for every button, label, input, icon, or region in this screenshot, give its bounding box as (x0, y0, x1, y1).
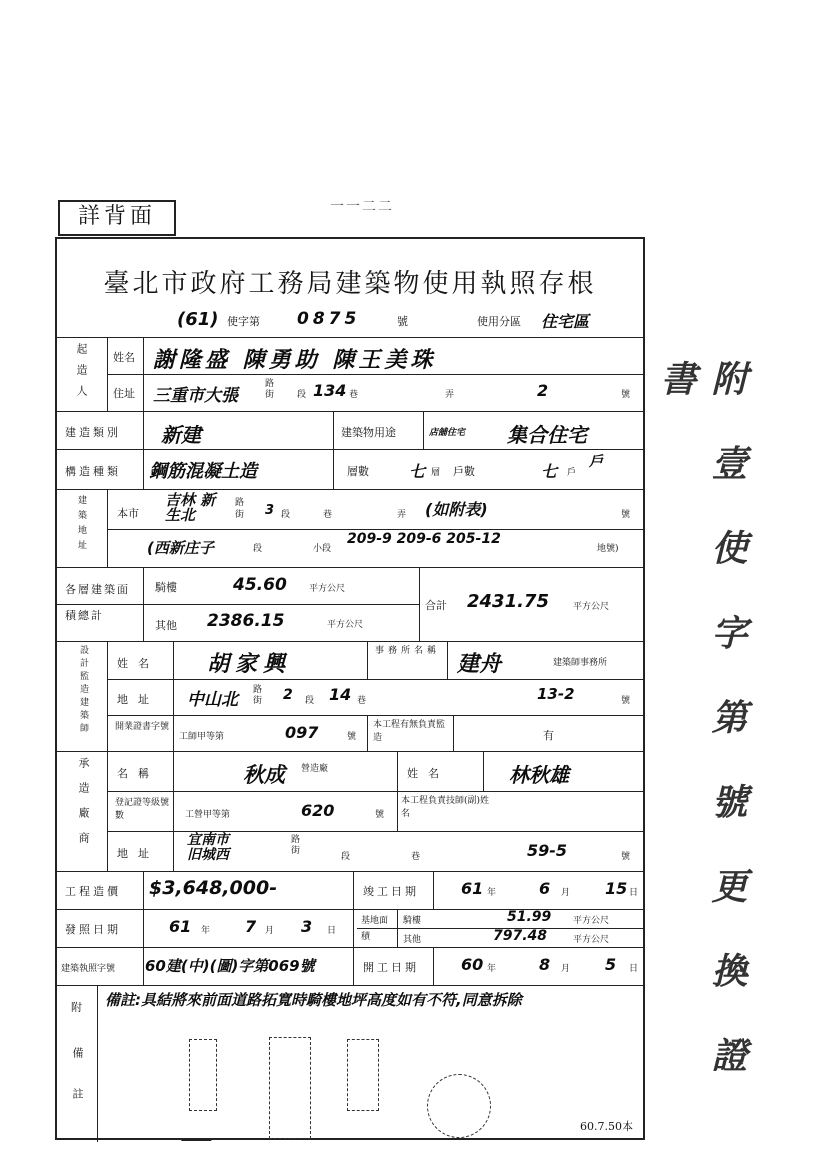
supervise-value: 有 (543, 729, 554, 742)
builder-addr-alley: 弄 (445, 390, 455, 400)
side-text: 附 壹 使 字 第 號 更 換 證 書 (655, 360, 747, 1091)
site-lot-unit: 地號) (597, 544, 619, 554)
architect-addr-lane: 巷 (357, 696, 367, 706)
site-lot-sec: 段 (253, 544, 263, 554)
permit-number: 0875 (297, 309, 361, 329)
site-note: (如附表) (425, 500, 488, 519)
total-value: 2431.75 (467, 591, 549, 612)
units-unit: 戶 (589, 454, 603, 470)
top-mark: 一一二二 (330, 199, 394, 215)
done-day-unit: 日 (629, 888, 639, 898)
base-other-label: 其他 (403, 935, 422, 945)
architect-addr-hao: 號 (621, 696, 631, 706)
architect-addr-sec-no: 2 (283, 687, 293, 703)
total-unit: 平方公尺 (573, 602, 610, 612)
issue-day-unit: 日 (327, 926, 337, 936)
base-other-value: 797.48 (493, 928, 548, 944)
contractor-addr-no: 59-5 (527, 841, 568, 860)
done-year-unit: 年 (487, 888, 497, 898)
permit-no-label: 建築執照字號 (61, 964, 116, 974)
done-month-unit: 月 (561, 888, 571, 898)
permit-suffix: 號 (397, 315, 408, 328)
total-label: 合計 (425, 599, 447, 612)
arcade-unit: 平方公尺 (309, 584, 346, 594)
units-extra: 戶 (567, 468, 577, 478)
license-label: 開業證書字號 (115, 722, 170, 732)
other-label: 其他 (155, 619, 177, 632)
start-year-unit: 年 (487, 964, 497, 974)
office-name: 建舟 (457, 652, 502, 677)
site-lane: 巷 (323, 510, 333, 520)
permit-prefix: 使字第 (227, 315, 260, 328)
base-arcade-unit: 平方公尺 (573, 916, 610, 926)
tech-label: 本工程負責技師(副)姓名 (401, 796, 490, 819)
issue-month-unit: 月 (265, 926, 275, 936)
site-sec: 段 (281, 510, 291, 520)
architect-addr: 中山北 (187, 690, 238, 710)
remark-label: 備註 (71, 1047, 84, 1129)
supervise-label: 本工程有無負責監造 (373, 720, 446, 743)
reg-suffix: 號 (375, 810, 385, 820)
other-value: 2386.15 (207, 611, 285, 631)
contractor-addr-city: 宜南市 旧城西 (187, 832, 229, 863)
approval-stamp (347, 1039, 379, 1111)
units-value: 七 (541, 462, 558, 481)
use-label: 建築物用途 (341, 426, 396, 439)
issue-label: 發照日期 (65, 923, 121, 936)
architect-addr-lane-no: 14 (329, 685, 352, 704)
zone-value: 住宅區 (541, 312, 590, 331)
reg-prefix: 工營甲等第 (185, 810, 231, 820)
contractor-addr-sec: 段 (341, 852, 351, 862)
done-month: 6 (539, 879, 551, 898)
start-month: 8 (539, 955, 551, 974)
category-label: 建造類別 (65, 426, 121, 439)
builder-label: 起造人 (75, 343, 88, 406)
builder-addr-hao: 號 (621, 390, 631, 400)
done-label: 竣工日期 (363, 885, 419, 898)
site-label: 建築地址 (76, 495, 86, 555)
issue-year: 61 (169, 917, 192, 936)
builder-addr-lane-no: 134 (313, 381, 347, 400)
architect-label: 設計監造建築師 (78, 645, 88, 736)
round-seal (427, 1074, 491, 1138)
issue-day: 3 (301, 917, 313, 936)
form-title: 臺北市政府工務局建築物使用執照存根 (103, 269, 597, 299)
contractor-name-suffix: 營造廠 (301, 764, 329, 774)
reg-number: 620 (301, 801, 335, 820)
issue-month: 7 (245, 917, 257, 936)
architect-addr-sec: 段 (305, 696, 315, 706)
site-sec-no: 3 (265, 503, 275, 518)
structure-value: 鋼筋混凝土造 (149, 461, 257, 482)
architect-name: 胡家興 (207, 652, 292, 677)
license-suffix: 號 (347, 732, 357, 742)
contractor-name-label: 名稱 (117, 767, 159, 780)
architect-name-label: 姓名 (117, 657, 159, 670)
permit-year: (61) (177, 309, 219, 330)
contractor-name: 秋成 (243, 763, 285, 787)
corner-label: 詳背面 (58, 200, 176, 236)
structure-label: 構造種類 (65, 465, 121, 478)
cost-label: 工程造價 (65, 885, 121, 898)
contractor-addr-hao: 號 (621, 852, 631, 862)
signature-mark (181, 1109, 223, 1141)
base-arcade-value: 51.99 (507, 909, 552, 925)
zone-label: 使用分區 (477, 315, 521, 328)
arcade-label: 騎樓 (155, 581, 177, 594)
site-road: 吉林 新生北 (165, 491, 216, 524)
site-lot-area: (西新庄子 (147, 539, 214, 557)
units-label: 戶數 (453, 465, 475, 478)
footer-note: 60.7.50本 (580, 1120, 633, 1133)
license-number: 097 (285, 723, 319, 742)
start-day: 5 (605, 955, 617, 974)
permit-number-row (177, 309, 647, 333)
permit-form (55, 237, 645, 1140)
architect-addr-road: 路街 (253, 685, 263, 706)
area-label: 各層建築面積總計 (65, 583, 130, 622)
contractor-person-label: 姓名 (407, 767, 449, 780)
approval-stamp (269, 1037, 311, 1139)
attach-label: 附 (71, 1001, 82, 1014)
site-lot-numbers: 209-9 209-6 205-12 (347, 531, 501, 547)
reg-label: 登記證等級號數 (115, 798, 170, 821)
site-city: 本市 (117, 507, 139, 520)
base-other-unit: 平方公尺 (573, 935, 610, 945)
done-year: 61 (461, 879, 484, 898)
builder-addr-label: 住址 (113, 387, 135, 400)
office-label: 事務所名稱 (375, 646, 441, 656)
approval-stamp (189, 1039, 217, 1111)
builder-addr-no: 2 (537, 381, 549, 400)
builder-names: 謝隆盛 陳勇助 陳王美珠 (153, 348, 437, 373)
contractor-label: 承造廠商 (77, 757, 90, 857)
other-unit: 平方公尺 (327, 620, 364, 630)
builder-addr-city: 三重市大張 (153, 386, 238, 406)
use-value: 集合住宅 (507, 423, 587, 447)
base-arcade-label: 騎樓 (403, 916, 422, 926)
done-day: 15 (605, 879, 628, 898)
site-lot-sub: 小段 (313, 544, 332, 554)
contractor-addr-label: 地址 (117, 847, 159, 860)
base-label: 基地面積 (361, 916, 389, 942)
floors-unit: 層 (431, 468, 441, 478)
start-day-unit: 日 (629, 964, 639, 974)
architect-addr-no: 13-2 (537, 685, 575, 703)
start-month-unit: 月 (561, 964, 571, 974)
site-road-unit: 路街 (235, 498, 245, 520)
permit-no-value: 60建(中)(圖)字第069號 (145, 957, 315, 975)
cost-value: $3,648,000- (149, 877, 278, 899)
license-prefix: 工師甲等第 (179, 732, 225, 742)
contractor-addr-road: 路街 (291, 835, 301, 856)
contractor-person: 林秋雄 (509, 763, 569, 787)
architect-addr-label: 地址 (117, 693, 159, 706)
category-value: 新建 (161, 423, 201, 447)
site-hao: 號 (621, 510, 631, 520)
start-year: 60 (461, 955, 484, 974)
office-suffix: 建築師事務所 (553, 658, 608, 668)
builder-addr-road: 路街 (265, 379, 275, 400)
builder-name-label: 姓名 (113, 351, 135, 364)
start-label: 開工日期 (363, 961, 419, 974)
builder-addr-sec: 段 (297, 390, 307, 400)
floors-value: 七 (409, 462, 426, 481)
use-prefix: 店舖住宅 (429, 428, 466, 438)
issue-year-unit: 年 (201, 926, 211, 936)
site-alley: 弄 (397, 510, 407, 520)
floors-label: 層數 (347, 465, 369, 478)
arcade-value: 45.60 (233, 575, 287, 595)
attach-note: 備註:具結將來前面道路拓寬時騎樓地坪高度如有不符,同意拆除 (105, 991, 522, 1009)
contractor-addr-lane: 巷 (411, 852, 421, 862)
builder-addr-lane: 巷 (349, 390, 359, 400)
